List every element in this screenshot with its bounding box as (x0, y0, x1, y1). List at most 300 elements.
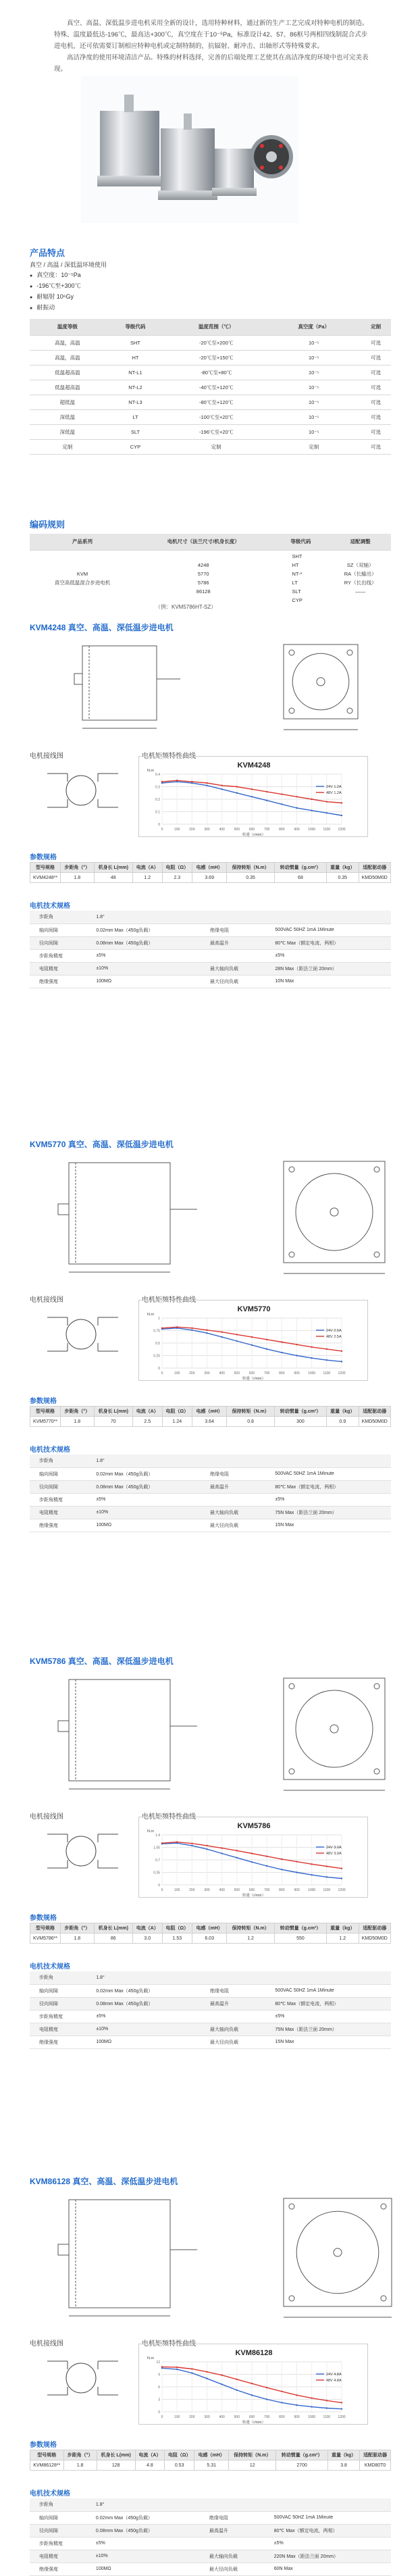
table-header: 温度范围（℃） (165, 319, 267, 335)
table-header: 机身长 L(mm) (94, 1407, 132, 1417)
table-cell: ±5% (265, 1493, 391, 1506)
table-header: 机身长 L(mm) (94, 863, 132, 873)
table-cell: 轴向间隙 (30, 1467, 86, 1480)
table-header: 机身长 L(mm) (97, 2450, 135, 2460)
y-tick-label: 0.7 (155, 1859, 160, 1863)
data-point (251, 2394, 253, 2396)
data-point (341, 1877, 342, 1879)
table-cell: 径向间隙 (30, 1997, 86, 2010)
table-cell (201, 911, 265, 924)
x-tick-label: 800 (279, 828, 285, 832)
table-cell: 可选 (361, 439, 391, 454)
side-view-drawing (35, 1670, 217, 1798)
naming-series: KVM 真空高低温混合步进电机 (54, 570, 111, 586)
motor-title: KVM5770 真空、高温、深低温步进电机 (30, 1140, 174, 1149)
feature-item: 真空 / 高温 / 深低温环境使用 (30, 261, 107, 268)
y-axis-label: N.m (147, 1313, 155, 1317)
data-point (341, 2402, 342, 2403)
data-point (296, 796, 297, 797)
table-header: 步距角（°） (61, 1923, 94, 1934)
tech-table (30, 1971, 391, 2049)
motor-title: KVM5786 真空、高温、深低温步进电机 (30, 1657, 174, 1666)
x-tick-label: 500 (234, 828, 240, 832)
data-point (281, 2391, 282, 2392)
table-header: 等级代码 (105, 319, 165, 335)
table-cell: 轴向间隙 (30, 924, 86, 936)
table-cell: 0.02mm Max（450g负载） (86, 1984, 201, 1997)
feature-item: ● -196℃至+300℃ (30, 281, 107, 292)
x-axis-label: 转速（r/min） (242, 1377, 266, 1381)
table-cell: 75N Max（距法兰面 20mm） (265, 1506, 391, 1519)
table-cell: 10⁻⁵ (267, 395, 361, 409)
table-header: 电感（mH） (192, 863, 227, 873)
spec-title: 参数规格 (30, 2442, 57, 2449)
table-header: 重量（kg） (327, 2450, 359, 2460)
table-cell (201, 949, 265, 962)
table-cell (201, 1455, 265, 1467)
x-axis-label: 转速（r/min） (242, 1894, 266, 1898)
table-cell (265, 1971, 391, 1984)
table-cell: LT (105, 409, 165, 424)
y-axis-label: N.m (147, 1829, 155, 1834)
table-header: 转动惯量（g.cm²） (274, 863, 326, 873)
data-point (221, 2375, 222, 2376)
x-tick-label: 1000 (308, 1888, 316, 1892)
table-cell: KMD50M0D (359, 873, 391, 883)
x-tick-label: 100 (174, 1888, 180, 1892)
chart-title: KVM4248 (237, 761, 271, 769)
data-point (281, 793, 282, 794)
table-cell: 最大径向负载 (201, 975, 265, 988)
wiring-diagram (34, 1821, 128, 1888)
x-tick-label: 700 (263, 1371, 270, 1375)
data-point (296, 1871, 297, 1873)
side-view-drawing (35, 2190, 217, 2325)
table-cell: 80℃ Max（额定电流，两相） (265, 936, 391, 949)
table-cell: 最大径向负载 (201, 1519, 265, 1532)
table-cell: 轴向间隙 (30, 1984, 86, 1997)
table-header: 机身长 L(mm) (94, 1923, 132, 1934)
data-point (266, 2398, 267, 2400)
x-tick-label: 100 (174, 828, 180, 832)
data-point (296, 1344, 297, 1345)
table-cell: 低温超高温 (30, 380, 105, 395)
table-cell: 最大轴向负载 (201, 1506, 265, 1519)
y-tick-label: 6 (158, 2385, 160, 2390)
table-cell: 3.69 (192, 873, 227, 883)
table-header: 温度等级 (30, 319, 105, 335)
table-cell (265, 2498, 391, 2511)
x-tick-label: 0 (161, 1371, 163, 1375)
table-cell: 电阻精度 (30, 2023, 86, 2036)
data-point (266, 800, 267, 801)
x-tick-label: 700 (263, 2415, 270, 2419)
tech-title: 电机技术规格 (30, 1446, 70, 1454)
table-cell: 电阻精度 (30, 1506, 86, 1519)
table-row (30, 439, 391, 454)
data-point (161, 1842, 163, 1844)
torque-chart (138, 756, 368, 837)
data-point (326, 1359, 327, 1361)
table-row (30, 2023, 391, 2036)
table-cell: 0.02mm Max（450g负载） (86, 924, 201, 936)
table-cell (201, 1493, 265, 1506)
side-view-drawing (35, 636, 217, 738)
motor-title: KVM86128 真空、高温、深低温步进电机 (30, 2177, 178, 2186)
table-cell: 0.35 (227, 873, 275, 883)
table-cell (200, 2537, 265, 2550)
data-point (176, 1841, 178, 1842)
table-header: 步距角（°） (61, 863, 94, 873)
data-point (251, 2383, 253, 2384)
data-point (206, 1845, 207, 1846)
table-header: 电阻（Ω） (162, 1407, 192, 1417)
table-header: 产品系列 (30, 534, 135, 550)
table-row (30, 2010, 391, 2023)
x-tick-label: 1200 (338, 828, 346, 832)
table-cell: 0.02mm Max（450g负载） (86, 1467, 201, 1480)
table-header: 型号规格 (30, 1923, 61, 1934)
front-view-drawing (257, 2193, 392, 2328)
table-cell: 5.31 (194, 2460, 229, 2471)
wiring-label: 电机接线图 (30, 1813, 63, 1821)
x-axis-label: 转速（r/min） (242, 833, 266, 837)
table-cell: 最大轴向负载 (200, 2550, 265, 2562)
table-cell: 10⁻⁵ (267, 365, 361, 380)
table-row (30, 2511, 391, 2524)
table-cell: 可选 (361, 395, 391, 409)
curve-label: 电机矩频特性曲线 (142, 1813, 196, 1821)
table-cell: KMD50M0D (359, 1934, 391, 1944)
data-point (266, 1865, 267, 1867)
table-header: 型号规格 (30, 2450, 64, 2460)
table-cell: 径向间隙 (30, 936, 86, 949)
chart-title: KVM86128 (235, 2349, 273, 2357)
table-cell (265, 1455, 391, 1467)
data-point (326, 812, 327, 813)
feature-item: ● 耐振动 (30, 303, 107, 313)
data-point (221, 2383, 222, 2385)
table-header: 电流（A） (135, 2450, 164, 2460)
data-point (191, 1330, 192, 1331)
tech-title: 电机技术规格 (30, 903, 70, 910)
data-point (176, 2369, 178, 2370)
table-cell: ±5% (86, 1493, 201, 1506)
table-cell: 15N Max (265, 2036, 391, 2048)
x-tick-label: 300 (204, 828, 210, 832)
table-row (30, 2498, 391, 2511)
table-cell: 1.8° (86, 2498, 200, 2511)
table-cell: 电阻精度 (30, 2550, 86, 2562)
side-view-drawing (35, 1153, 217, 1282)
table-header: 电流（A） (132, 1923, 162, 1934)
x-tick-label: 1100 (323, 2415, 331, 2419)
x-tick-label: 400 (219, 1371, 225, 1375)
table-header: 转动惯量（g.cm²） (274, 1923, 326, 1934)
spec-table (30, 2450, 391, 2471)
x-tick-label: 800 (279, 1371, 285, 1375)
table-row (30, 380, 391, 395)
table-header: 等级代码 (271, 534, 330, 550)
table-header: 保持转矩（N.m） (229, 2450, 276, 2460)
table-cell: 最大轴向负载 (201, 962, 265, 975)
data-point (221, 784, 222, 786)
data-point (191, 781, 192, 782)
table-header: 转动惯量（g.cm²） (276, 2450, 328, 2460)
table-header: 保持转矩（N.m） (227, 863, 275, 873)
y-tick-label: 0 (158, 2410, 160, 2415)
table-row (30, 1480, 391, 1493)
x-tick-label: 1000 (308, 2415, 316, 2419)
naming-table (30, 534, 391, 606)
table-cell: 可选 (361, 365, 391, 380)
table-cell: 0.02mm Max（450g负载） (86, 2511, 200, 2524)
data-point (206, 782, 207, 784)
table-header: 电流（A） (132, 1407, 162, 1417)
wiring-label: 电机接线图 (30, 1296, 63, 1304)
table-cell: 500VAC 50HZ 1mA 1Minute (265, 924, 391, 936)
table-cell: ±5% (86, 2010, 201, 2023)
x-tick-label: 600 (248, 828, 255, 832)
table-row (30, 1417, 391, 1427)
table-cell: 绝缘电阻 (201, 924, 265, 936)
x-tick-label: 1100 (323, 1371, 331, 1375)
environment-table (30, 319, 391, 455)
x-tick-label: 100 (174, 2415, 180, 2419)
table-cell: 定制 (165, 439, 267, 454)
table-cell: 1.8 (61, 1934, 94, 1944)
table-header: 步距角（°） (63, 2450, 97, 2460)
table-cell: 径向间隙 (30, 1480, 86, 1493)
spec-title: 参数规格 (30, 1398, 57, 1405)
data-point (236, 1857, 238, 1859)
x-tick-label: 900 (294, 828, 300, 832)
table-row (30, 365, 391, 380)
x-tick-label: 1100 (323, 1888, 331, 1892)
table-cell: 100MΩ (86, 2036, 201, 2048)
table-row (30, 2036, 391, 2048)
x-tick-label: 0 (161, 828, 163, 832)
table-cell: 深低温 (30, 409, 105, 424)
table-cell: 550 (274, 1934, 326, 1944)
spec-table (30, 1923, 391, 1944)
table-row (30, 936, 391, 949)
table-cell: 500VAC 50HZ 1mA 1Minute (265, 1467, 391, 1480)
table-cell: -20℃至+200℃ (165, 335, 267, 350)
table-header: 重量（kg） (327, 1407, 359, 1417)
table-header: 重量（kg） (327, 863, 359, 873)
legend-entry: 24V 4.8A (326, 2373, 342, 2377)
x-tick-label: 1200 (338, 2415, 346, 2419)
table-cell: 28N Max（距法兰面 20mm） (265, 962, 391, 975)
table-cell: 100MΩ (86, 2562, 200, 2575)
table-cell: 500VAC 50HZ 1mA 1Minute (265, 2511, 391, 2524)
y-tick-label: 1.4 (155, 1834, 160, 1838)
table-header: 电感（mH） (194, 2450, 229, 2460)
table-cell: 绝缘强度 (30, 1519, 86, 1532)
table-cell: 2.5 (132, 1417, 162, 1427)
table-cell: 80℃ Max（额定电流，两相） (265, 1997, 391, 2010)
x-tick-label: 700 (263, 1888, 270, 1892)
table-row (30, 1467, 391, 1480)
intro-paragraph-1: 真空、高温、深低温步进电机采用全新的设计，选用特种材料，通过新的生产工艺完成对特种电机的制造。特殊、温度最低达-196℃，最高达+300℃，真空度在于10⁻⁵Pa，标准设计42、57、86框号两相四线制混合式步进电机，还可依需要订制相应特种电机或定制特制的，抗辐射、耐冲击、出轴形式等特殊要求。 (54, 20, 369, 50)
data-point (281, 803, 282, 805)
data-point (281, 1869, 282, 1870)
data-point (161, 2366, 163, 2367)
table-cell: 1.24 (162, 1417, 192, 1427)
data-point (161, 1328, 163, 1329)
table-row (30, 2460, 391, 2471)
table-header: 转动惯量（g.cm²） (274, 1407, 326, 1417)
data-point (206, 1332, 207, 1334)
table-header: 电流（A） (132, 863, 162, 873)
table-cell: NT-L2 (105, 380, 165, 395)
data-point (191, 1328, 192, 1329)
x-tick-label: 900 (294, 1371, 300, 1375)
table-cell: ±5% (265, 2010, 391, 2023)
data-point (251, 1344, 253, 1346)
table-cell: 10⁻⁵ (267, 380, 361, 395)
tech-title: 电机技术规格 (30, 2490, 70, 2498)
x-tick-label: 1100 (323, 828, 331, 832)
table-cell: 步距角精度 (30, 2537, 86, 2550)
table-cell: 步距角 (30, 911, 86, 924)
x-tick-label: 400 (219, 1888, 225, 1892)
table-row (30, 924, 391, 936)
table-cell: 1.8° (86, 1455, 201, 1467)
legend-entry: 48V 3.0A (326, 1852, 342, 1856)
data-point (206, 2371, 207, 2373)
wiring-diagram (34, 1304, 128, 1371)
data-point (236, 1850, 238, 1851)
table-cell: 80℃ Max（额定电流，两相） (265, 2524, 391, 2537)
table-cell: 6.03 (192, 1934, 227, 1944)
legend-entry: 24V 1.2A (326, 785, 342, 789)
table-cell: 绝缘电阻 (201, 1467, 265, 1480)
table-cell: 100MΩ (86, 975, 201, 988)
data-point (311, 2397, 312, 2398)
table-cell: 可选 (361, 380, 391, 395)
y-tick-label: 3 (158, 2398, 160, 2402)
front-view-drawing (257, 1156, 392, 1284)
table-cell: -196℃至+20℃ (165, 424, 267, 439)
table-row (30, 2562, 391, 2575)
x-tick-label: 1000 (308, 1371, 316, 1375)
data-point (161, 781, 163, 782)
data-point (176, 1326, 178, 1328)
data-point (206, 2377, 207, 2379)
x-tick-label: 900 (294, 2415, 300, 2419)
table-cell: NT-L3 (105, 395, 165, 409)
data-point (251, 796, 253, 797)
table-cell: 10N Max (265, 975, 391, 988)
table-row (30, 911, 391, 924)
data-point (341, 1867, 342, 1869)
data-point (281, 1341, 282, 1342)
data-point (296, 2404, 297, 2406)
table-cell: 最高温升 (201, 1997, 265, 2010)
data-point (191, 2368, 192, 2369)
table-row (30, 2537, 391, 2550)
table-cell: ±10% (86, 2550, 200, 2562)
motor-title: KVM4248 真空、高温、深低温步进电机 (30, 623, 174, 632)
table-cell: 70 (94, 1417, 132, 1427)
spec-title: 参数规格 (30, 1915, 57, 1922)
data-point (341, 2408, 342, 2409)
table-cell: 12 (229, 2460, 276, 2471)
x-tick-label: 400 (219, 2415, 225, 2419)
table-cell: 步距角精度 (30, 1493, 86, 1506)
table-header: 型号规格 (30, 1407, 61, 1417)
table-cell: KVM5770** (30, 1417, 61, 1427)
table-header: 真空度（Pa） (267, 319, 361, 335)
x-tick-label: 500 (234, 1371, 240, 1375)
table-cell: 径向间隙 (30, 2524, 86, 2537)
table-cell: -20℃至+150℃ (165, 350, 267, 365)
data-point (341, 1361, 342, 1362)
data-point (281, 1859, 282, 1860)
data-point (206, 784, 207, 786)
table-cell: 10⁻⁵ (267, 409, 361, 424)
spec-title: 参数规格 (30, 854, 57, 861)
table-header: 电感（mH） (192, 1407, 227, 1417)
data-point (326, 1876, 327, 1877)
data-point (176, 780, 178, 781)
table-cell: ±10% (86, 2023, 201, 2036)
table-row (30, 1519, 391, 1532)
table-cell: 0.08mm Max（450g负载） (86, 1480, 201, 1493)
table-cell: 最高温升 (200, 2524, 265, 2537)
table-row (30, 395, 391, 409)
table-cell: 1.8 (61, 873, 94, 883)
table-row (30, 962, 391, 975)
table-cell: 绝缘强度 (30, 975, 86, 988)
data-point (326, 1348, 327, 1350)
table-cell (201, 2010, 265, 2023)
table-cell: 75N Max（距法兰面 20mm） (265, 2023, 391, 2036)
curve-label: 电机矩频特性曲线 (142, 753, 196, 760)
y-tick-label: 0.3 (155, 785, 160, 790)
table-cell: 最大轴向负载 (201, 2023, 265, 2036)
table-cell: 1.2 (227, 1934, 275, 1944)
x-tick-label: 300 (204, 1888, 210, 1892)
data-point (296, 1861, 297, 1862)
data-point (311, 1874, 312, 1875)
table-cell: KMD80T0 (360, 2460, 391, 2471)
table-row (30, 424, 391, 439)
table-header: 型号规格 (30, 863, 61, 873)
table-header: 适配驱动器 (360, 2450, 391, 2460)
table-row (30, 975, 391, 988)
naming-adapt: SZ（双轴） RA（长输出） RY（长出线） —— (344, 561, 377, 595)
front-view-drawing (257, 639, 392, 740)
y-tick-label: 0.1 (155, 810, 160, 815)
table-cell (200, 2498, 265, 2511)
x-tick-label: 200 (189, 828, 195, 832)
table-cell: 80℃ Max（额定电流，两相） (265, 1480, 391, 1493)
curve-label: 电机矩频特性曲线 (142, 1296, 196, 1304)
data-point (296, 2394, 297, 2396)
table-cell: -80℃至+80℃ (165, 365, 267, 380)
x-tick-label: 300 (204, 1371, 210, 1375)
x-tick-label: 200 (189, 1888, 195, 1892)
table-cell: KVM86128** (30, 2460, 64, 2471)
wiring-label: 电机接线图 (30, 2340, 63, 2348)
y-tick-label: 0 (158, 823, 160, 827)
data-point (281, 1352, 282, 1353)
table-header: 电感（mH） (192, 1923, 227, 1934)
torque-chart (138, 1300, 368, 1381)
